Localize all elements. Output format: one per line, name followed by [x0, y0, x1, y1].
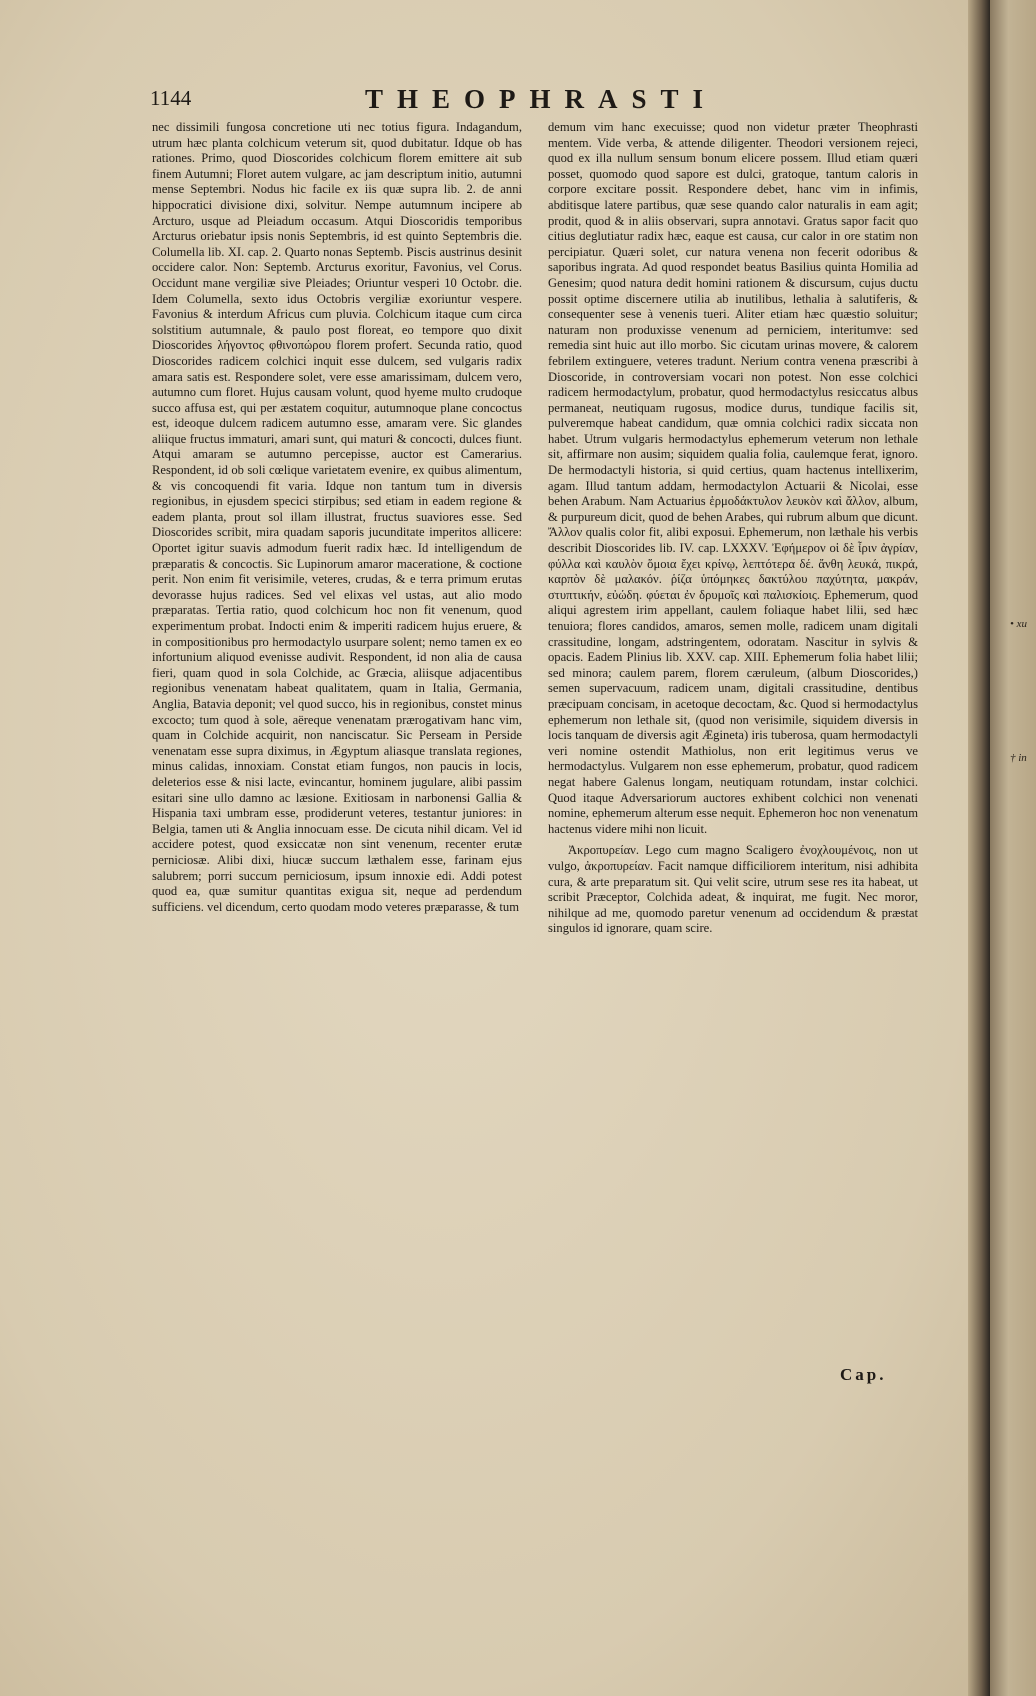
book-gutter: [968, 0, 990, 1696]
right-column: [548, 120, 918, 937]
right-column-note: Ἀκροπυρείαν. Lego cum magno Scaligero ἐνοχλουμένοις, non ut vulgo, ἀκροπυρείαν. Facit namque difficiliorem interitum, nisi adhibita cura, & arte preparatum sit. Qui velit scire, utrum sese res ita habeat, ut scribit Præceptor, Colchida adeat, & inquirat, me fugit. Nec moror, nihilque ad me, quomodo paretur venenum ad occidendum & præstat singulos id ignorare, quam scire.: [548, 843, 918, 936]
left-column-text: nec dissimili fungosa concretione uti nec totius figura. Indagandum, utrum hæc planta colchicum veterum sit, quod dubitatur. Idque ob has rationes. Primo, quod Dioscorides colchicum florem emittere ait sub finem Autumni; Floret autem vulgare, ac jam descriptum initio, autumni mense Septembri. Nodus hic facile ex iis quæ supra lib. 2. de anni hippocratici divisione dixi, solvitur. Nempe autumnum incipere ab Arcturo, usque ad Pleiadum occasum. Atqui Dioscoridis temporibus Arcturus oriebatur ipsis nonis Septembris, id est quinto Septembris die. Columella lib. XI. cap. 2. Quarto nonas Septemb. Piscis austrinus desinit occidere calor. Non: Septemb. Arcturus exoritur, Favonius, vel Corus. Occidunt mane vergiliæ sive Pleiades; Oriuntur vesperi 10 Octobr. die. Idem Columella, sexto idus Octobris vergiliæ exoriuntur vespere. Favonius & interdum Africus cum pluvia. Colchicum itaque cum circa solstitium autumnale, & paulo post floreat, eo tempore quo dixit Dioscorides λήγοντος φθινοπώρου florem profert. Secunda ratio, quod Dioscorides radicem colchici inquit esse dulcem, sed vulgaris radix amara satis est. Respondere solet, vere esse amarissimam, dulcem vero, autumno cum floret. Hujus causam volunt, quod hyeme multo crudoque succo affusa est, qui per æstatem coquitur, autumnoque plane concoctus est, ideoque dulcem radicem autumno esse, amaram vere. Sic glandes aliique fructus immaturi, amari sunt, qui maturi & concocti, dulces fiunt. Atqui amaram se autumno percepisse, auctor est Camerarius. Respondent, id ob soli cœlique varietatem evenire, ex quibus alimentum, & vis concoquendi fit varia. Idque non tantum tum in diversis regionibus, in ejusdem specici stirpibus; sed etiam in eadem regione & eadem planta, prout sol illam illustrat, fructus suaviores esse. Sed Dioscorides scribit, mira quadam saporis jucunditate imperitos allicere: Oportet igitur suavis admodum fuerit radix hæc. Id intelligendum de præparatis & concoctis. Sic Lupinorum amaror maceratione, & coctione perit. Non enim fit verisimile, veteres, crudas, & e terra primum erutas devorasse hujus radices. Sed vel elixas vel ustas, aut alio modo præparatas. Tertia ratio, quod colchicum hoc non fit venenum, quod experimentum probat. Indocti enim & imperiti radicem hujus eruere, & in compositionibus pro hermodactylo usurpare solent; nemo tamen ex eo infortunium aliquod evenisse audivit. Respondent, id non alia de causa fieri, quam quod in sola Colchide, ac Græcia, aliisque adjacentibus regionibus venenatam habeat qualitatem, quam in Italia, Germania, Anglia, Batavia deponit; vel quod succo, his in regionibus, constet minus excocto; tum quod à sole, aëreque venenatam prærogativam hanc vim, quam in Colchide acquirit, non nanciscatur. Sic Perseam in Perside venenatam esse supra diximus, in Ægyptum aliasque translata regiones, minus calidas, innoxiam. Constat etiam fungos, non paucis in locis, deleterios esse & nisi lacte, evincantur, hominem jugulare, alibi passim esitari sine ullo damno ac læsione. Exitiosam in narbonensi Gallia & Hispania taxi umbram esse, prodiderunt veteres, testantur juniores: in Belgia, tamen uti & Anglia innocuam esse. De cicuta nihil dicam. Vel id accidere potest, quod exsiccatæ non sint venenum, recenter erutæ perniciosæ. Alibi dixi, hiucæ succum læthalem esse, farinam ejus salubrem; porri succum perniciosum, ipsum innoxie edi. Addi potest quod ea, quæ sumitur quantitas exigua sit, neque ad perdendum sufficiens. vel dicendum, certo quodam modo veteres præparasse, & tum: [152, 120, 522, 914]
page-header: [150, 86, 920, 120]
right-column-text: demum vim hanc execuisse; quod non videtur præter Theophrasti mentem. Vide verba, & attende diligenter. Theodori versionem rejeci, quod ex illa nullum sensum bonum elicere possem. Illud etiam quæri posset, quomodo quod sapore est dulci, gratoque, tantum caloris in corpore excitare possit. Respondere debet, hanc vim in infimis, abditisque latere partibus, quæ sese quando calor naturalis in eam agit; prodit, quod & in aliis observari, supra annotavi. Gratus sapor facit quo citius deglutiatur radix hæc, eaque est causa, cur calor in ore statim non percipiatur. Quæri solet, cur natura venena non fecerit odoribus & saporibus ingrata. Ad quod respondet beatus Basilius quinta Homilia ad Genesim; quod natura dedit homini rationem & discursum, cujus ductu possit optime discernere utilia ab inutilibus, lethalia à salutiferis, & consequenter sese à venenis tueri. Aliter etiam hæc quæstio soluitur; naturam non produxisse venenum ad perniciem, interitumve: sed remedia sint huic aut illo morbo. Sic cicutam urinas movere, & calorem febrilem extinguere, veteres tradunt. Nerium contra venena præscribi à Dioscoride, in controversiam vocari non potest. Non esse colchici radicem hermodactylum, probatur, quod hermodactylus resiccatus albus permaneat, neutiquam rugosus, modice durus, tundique facilis sit, pulveremque habeat candidum, quæ omnia colchici radix siccata non habet. Utrum vulgaris hermodactylus ephemerum veterum non lethale sit, affirmare non ausim; siquidem qualia folia, caulemque ferat, ignoro. De hermodactyli historia, si quid certius, quam hactenus intellixerim, agam. Illud tantum addam, hermodactylon Actuarii & Nicolai, esse behen Arabum. Nam Actuarius ἑρμοδάκτυλον λευκὸν καὶ ἄλλον, album, & purpureum dicit, quod de behen Arabes, qui rubrum album que dicunt. Ἄλλον qualis color fit, alibi exposui. Ephemerum, non læthale his verbis describit Dioscorides lib. IV. cap. LXXXV. Ἐφήμερον οἱ δὲ ἶριν ἀγρίαν, φύλλα καὶ καυλὸν ὅμοια ἔχει κρίνῳ, λεπτότερα δέ. ἄνθη λευκά, πικρά, καρπὸν δὲ μαλακόν. ῥίζα ὑπόμηκες δακτύλου παχύτητα, μακράν, στυπτικήν, εὐώδη. φύεται ἐν δρυμοῖς καὶ παλισκίοις. Ephemerum, quod aliqui agrestem irim appellant, caulem foliaque habet lilii, sed hæc tenuiora; flores candidos, amaros, semen molle, radicem unam digitali crassitudine, longam, adstringentem, odoratam. Nascitur in sylvis & opacis. Eadem Plinius lib. XXV. cap. XIII. Ephemerum folia habet lilii; sed minora; caulem parem, florem cæruleum, (album Dioscorides,) semen supervacuum, radicem unam, digitali crassitudine, dentibus præcipuam concisam, in acetoque decoctam, &c. Quod si hermodactylus ephemerum non lethale sit, (quod non verisimile, siquidem diversis in locis tanquam de diversis agit Ægineta) iris tuberosa, quam hermodactyli veri nomine ostendit Mathiolus, non erit legitimus verus ve hermodactylus. Vulgarem non esse ephemerum, probatur, quod radicem negat habere Galenus longam, neutiquam rotundam, instar colchici. Quod itaque Adversariorum auctores exhibent colchici non venenati nomine, ephemerum alterum esse nequit. Ephemeron hoc non venenatum hactenus videre mihi non licuit.: [548, 120, 919, 836]
left-column: [152, 120, 522, 915]
page-number: 1144: [150, 86, 192, 110]
margin-mark: † in: [1010, 752, 1027, 764]
running-head: THEOPHRASTI: [365, 84, 718, 114]
catchword: Cap.: [840, 1365, 887, 1384]
facing-page-edge: [990, 0, 1036, 1696]
margin-mark: • xu: [1010, 618, 1027, 630]
